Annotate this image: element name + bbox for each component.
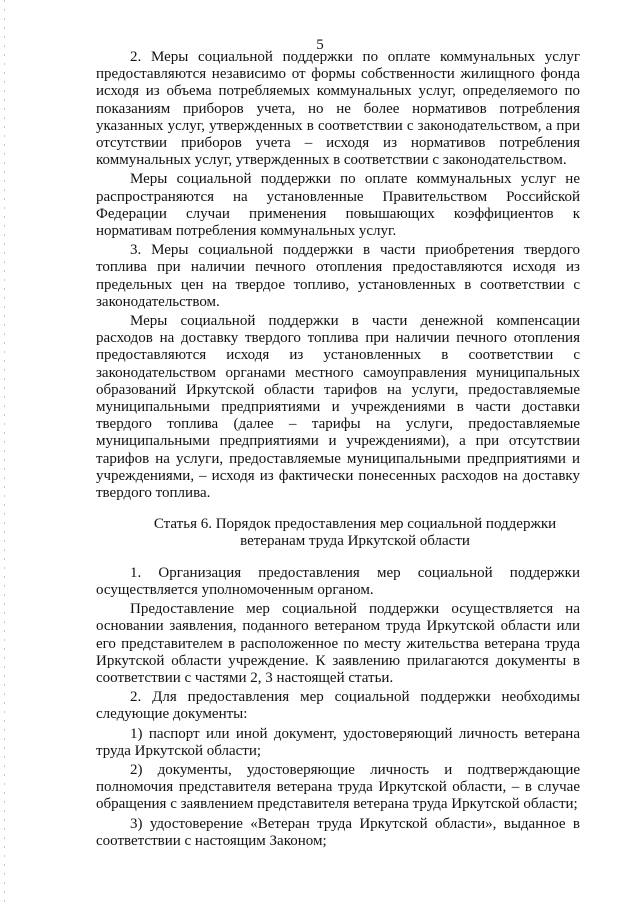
paragraph-solid-fuel-purchase: 3. Меры социальной поддержки в части приобретения твердого топлива при наличии печного отопления предоставляются исходя из предельных цен на твердое топливо, установленных в соответствии с законодательством. [96,242,580,310]
paragraph-organization: 1. Организация предоставления мер социальной поддержки осуществляется уполномоченным органом. [96,564,580,598]
paragraph-required-documents: 2. Для предоставления мер социальной поддержки необходимы следующие документы: [96,689,580,723]
paragraph-solid-fuel-delivery: Меры социальной поддержки в части денежной компенсации расходов на доставку твердого топлива при наличии печного отопления предоставляются исходя из установленных в соответствии с законодательством органами местного самоуправления муниципальных образований Иркутской области тарифов на услуги, предоставляемые муниципальными предприятиями и учреждениями в части доставки твердого топлива (далее – тарифы на услуги, предоставляемые муниципальными предприятиями и учреждениями), а при отсутствии тарифов на услуги, предоставляемые муниципальными предприятиями и учреждениями, – исходя из фактически понесенных расходов на доставку твердого топлива. [96,313,580,502]
paragraph-utility-payments: 2. Меры социальной поддержки по оплате коммунальных услуг предоставляются независимо от формы собственности жилищного фонда исходя из объема потребляемых коммунальных услуг, определяемого по показаниям приборов учета, но не более нормативов потребления указанных услуг, утвержденных в соответствии с законодательством, а при отсутствии приборов учета – исходя из нормативов потребления коммунальных услуг, утвержденных в соответствии с законодательством. [96,49,580,169]
paragraph-application: Предоставление мер социальной поддержки осуществляется на основании заявления, поданного ветераном труда Иркутской области или его представителем в расположенное по месту жительства ветерана труда Иркутской области учреждение. К заявлению прилагаются документы в соответствии с частями 2, 3 настоящей статьи. [96,601,580,686]
list-item-veteran-certificate: 3) удостоверение «Ветеран труда Иркутской области», выданное в соответствии с настоящим Законом; [96,815,580,849]
paragraph-utility-coefficients: Меры социальной поддержки по оплате коммунальных услуг не распространяются на установленные Правительством Российской Федерации случаи применения повышающих коэффициентов к нормативам потребления коммунальных услуг. [96,171,580,240]
list-item-passport: 1) паспорт или иной документ, удостоверяющий личность ветерана труда Иркутской области; [96,725,580,759]
document-body [96,49,580,850]
article-heading: Статья 6. Порядок предоставления мер социальной поддержки ветеранам труда Иркутской области [153,516,557,550]
page-number: 5 [316,37,324,53]
scan-margin-line [4,0,5,905]
list-item-representative-documents: 2) документы, удостоверяющие личность и подтверждающие полномочия представителя ветерана труда Иркутской области, – в случае обращения с заявлением представителя ветерана труда Иркутской области; [96,761,580,813]
